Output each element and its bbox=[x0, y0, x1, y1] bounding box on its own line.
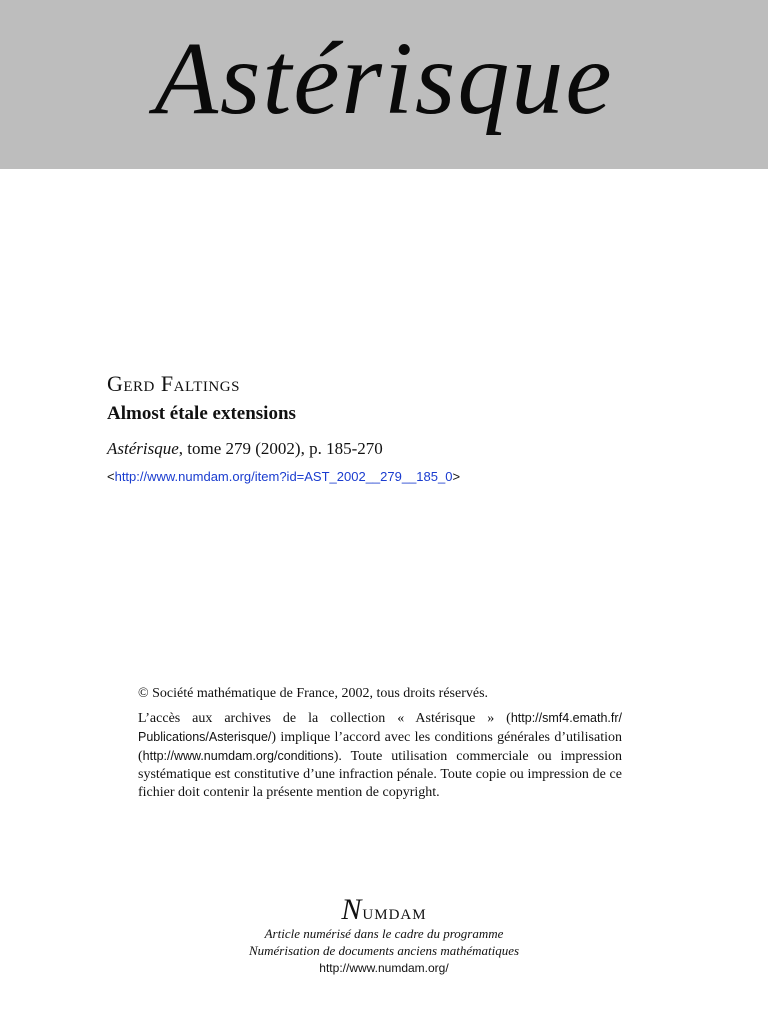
numdam-logo bbox=[0, 893, 768, 926]
citation bbox=[107, 438, 383, 460]
url-bracket-open: < bbox=[107, 469, 115, 484]
access-terms-part2: ) implique l’accord avec les conditions générales d’utilisation ( bbox=[138, 730, 622, 764]
citation-journal: Astérisque bbox=[107, 439, 179, 458]
numdam-logo-rest: umdam bbox=[362, 899, 427, 924]
article-title: Almost étale extensions bbox=[107, 403, 296, 424]
access-terms-part1: L’accès aux archives de la collection « Astérisque » ( bbox=[138, 711, 511, 726]
journal-title: Astérisque bbox=[154, 21, 614, 136]
footer-line-1: Article numérisé dans le cadre du programme bbox=[264, 926, 504, 941]
collection-link[interactable]: http://smf4.emath.fr/ Publications/Asterisque/ bbox=[138, 711, 622, 744]
author-name: Gerd Faltings bbox=[107, 371, 240, 396]
access-terms bbox=[138, 709, 622, 802]
header-banner bbox=[0, 0, 768, 169]
rights-statement: © Société mathématique de France, 2002, tous droits réservés. bbox=[138, 686, 489, 701]
article-url-line bbox=[107, 468, 460, 486]
copyright-notice bbox=[138, 685, 622, 802]
url-bracket-close: > bbox=[452, 469, 461, 484]
numdam-footer bbox=[0, 893, 768, 977]
numdam-logo-initial: N bbox=[341, 893, 363, 926]
footer-line-2: Numérisation de documents anciens mathématiques bbox=[248, 943, 520, 958]
citation-details: , tome 279 (2002), p. 185-270 bbox=[178, 439, 383, 458]
access-terms-part3: ). Toute utilisation commerciale ou impression systématique est constitutive d’une infraction pénale. Toute copie ou impression de ce fichier doit contenir la présente mention de copyright. bbox=[138, 749, 622, 800]
conditions-link[interactable]: http://www.numdam.org/conditions bbox=[142, 749, 334, 763]
article-link[interactable]: http://www.numdam.org/item?id=AST_2002__279__185_0 bbox=[114, 469, 453, 484]
numdam-home-link[interactable]: http://www.numdam.org/ bbox=[319, 961, 449, 975]
